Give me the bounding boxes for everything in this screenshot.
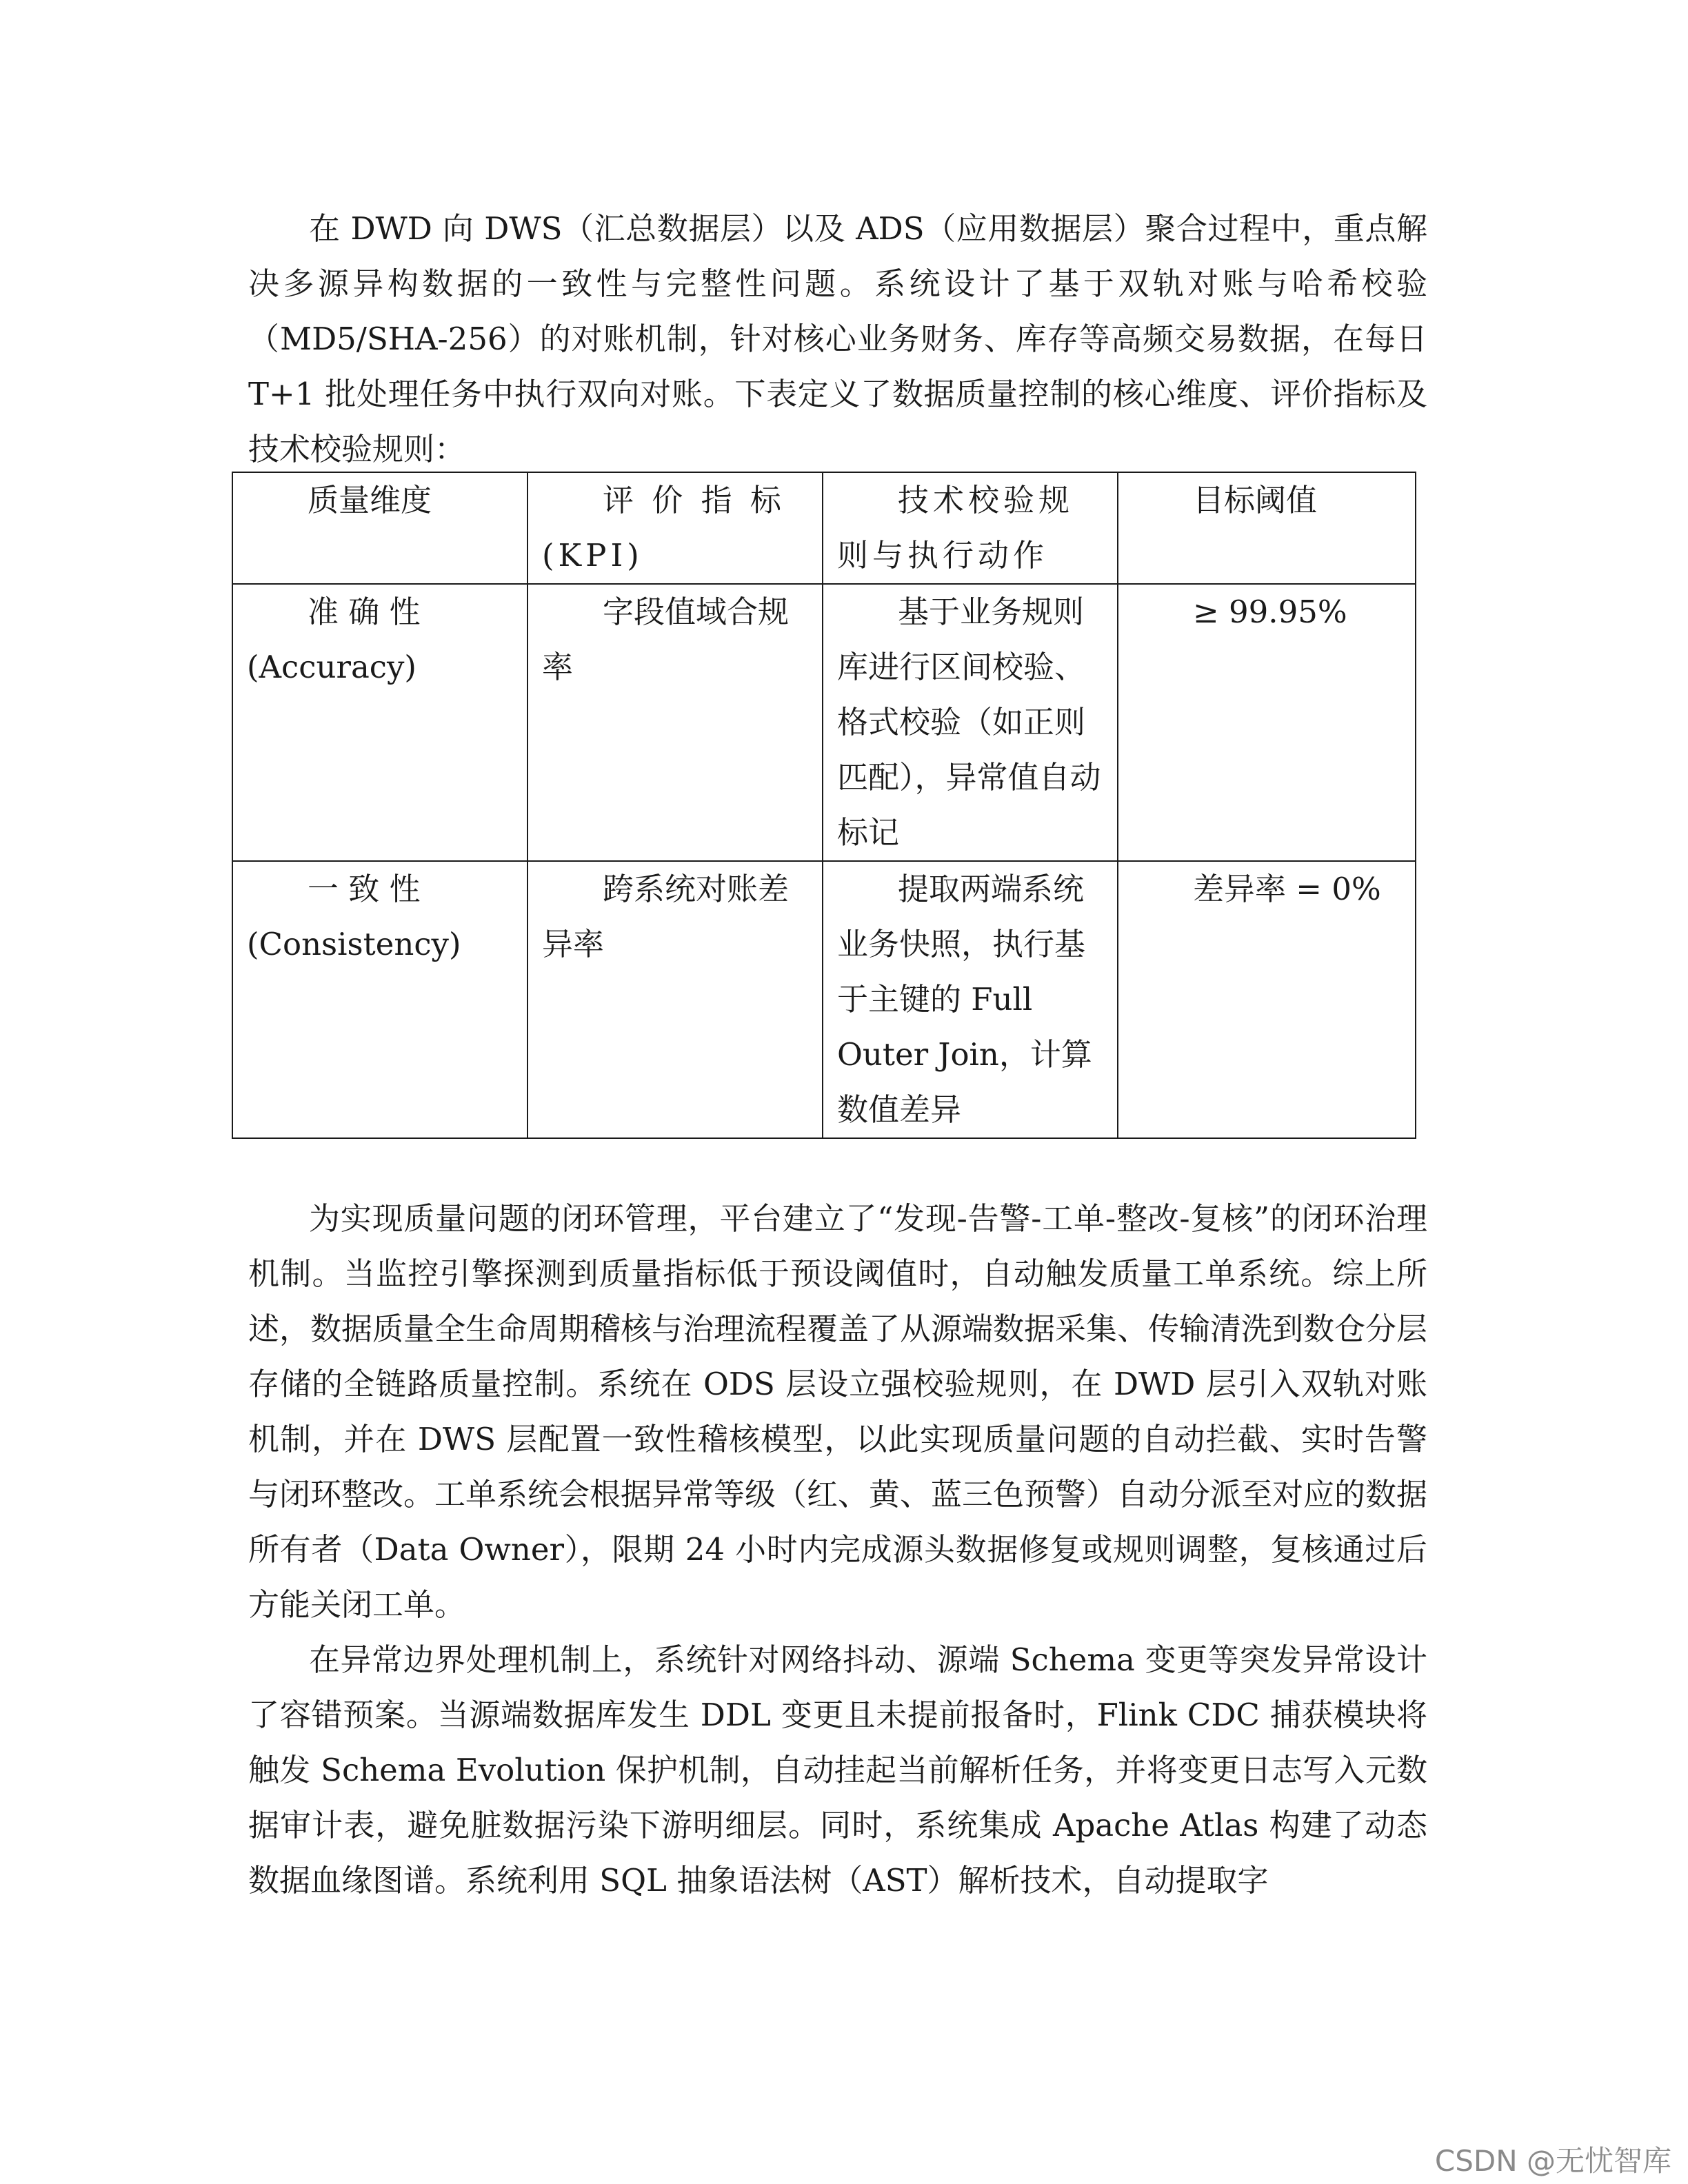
table-row (232, 584, 1416, 861)
header-dimension: 质量维度 (232, 472, 528, 584)
cell-threshold: ≥ 99.95% (1118, 584, 1416, 861)
cell-kpi: 跨系统对账差异率 (528, 861, 823, 1138)
table-row (232, 861, 1416, 1138)
cell-dimension: 准 确 性 (Accuracy) (232, 584, 528, 861)
header-kpi: 评 价 指 标 (KPI) (528, 472, 823, 584)
cell-rule: 提取两端系统业务快照，执行基于主键的 Full Outer Join，计算数值差异 (823, 861, 1118, 1138)
header-threshold: 目标阈值 (1118, 472, 1416, 584)
cell-kpi: 字段值域合规率 (528, 584, 823, 861)
table-header-row (232, 472, 1416, 584)
intro-paragraph: 在 DWD 向 DWS（汇总数据层）以及 ADS（应用数据层）聚合过程中，重点解决多源异构数据的一致性与完整性问题。系统设计了基于双轨对账与哈希校验（MD5/SHA-256）的对账机制，针对核心业务财务、库存等高频交易数据，在每日 T+1 批处理任务中执行双向对账。下表定义了数据质量控制的核心维度、评价指标及技术校验规则： (248, 210, 1427, 467)
watermark: CSDN @无忧智库 (1434, 2144, 1671, 2178)
header-rule: 技术校验规则与执行动作 (823, 472, 1118, 584)
closed-loop-paragraph: 为实现质量问题的闭环管理，平台建立了“发现-告警-工单-整改-复核”的闭环治理机制。当监控引擎探测到质量指标低于预设阈值时，自动触发质量工单系统。综上所述，数据质量全生命周期稽核与治理流程覆盖了从源端数据采集、传输清洗到数仓分层存储的全链路质量控制。系统在 ODS 层设立强校验规则，在 DWD 层引入双轨对账机制，并在 DWS 层配置一致性稽核模型，以此实现质量问题的自动拦截、实时告警与闭环整改。工单系统会根据异常等级（红、黄、蓝三色预警）自动分派至对应的数据所有者（Data Owner），限期 24 小时内完成源头数据修复或规则调整，复核通过后方能关闭工单。 (248, 1200, 1428, 1623)
exception-paragraph: 在异常边界处理机制上，系统针对网络抖动、源端 Schema 变更等突发异常设计了容错预案。当源端数据库发生 DDL 变更且未提前报备时，Flink CDC 捕获模块将触发 Schema Evolution 保护机制，自动挂起当前解析任务，并将变更日志写入元数据审计表，避免脏数据污染下游明细层。同时，系统集成 Apache Atlas 构建了动态数据血缘图谱。系统利用 SQL 抽象语法树（AST）解析技术，自动提取字 (248, 1641, 1427, 1899)
cell-threshold: 差异率 = 0% (1118, 861, 1416, 1138)
cell-dimension: 一 致 性 (Consistency) (232, 861, 528, 1138)
cell-rule: 基于业务规则库进行区间校验、格式校验（如正则匹配），异常值自动标记 (823, 584, 1118, 861)
quality-control-table (232, 472, 1416, 1139)
